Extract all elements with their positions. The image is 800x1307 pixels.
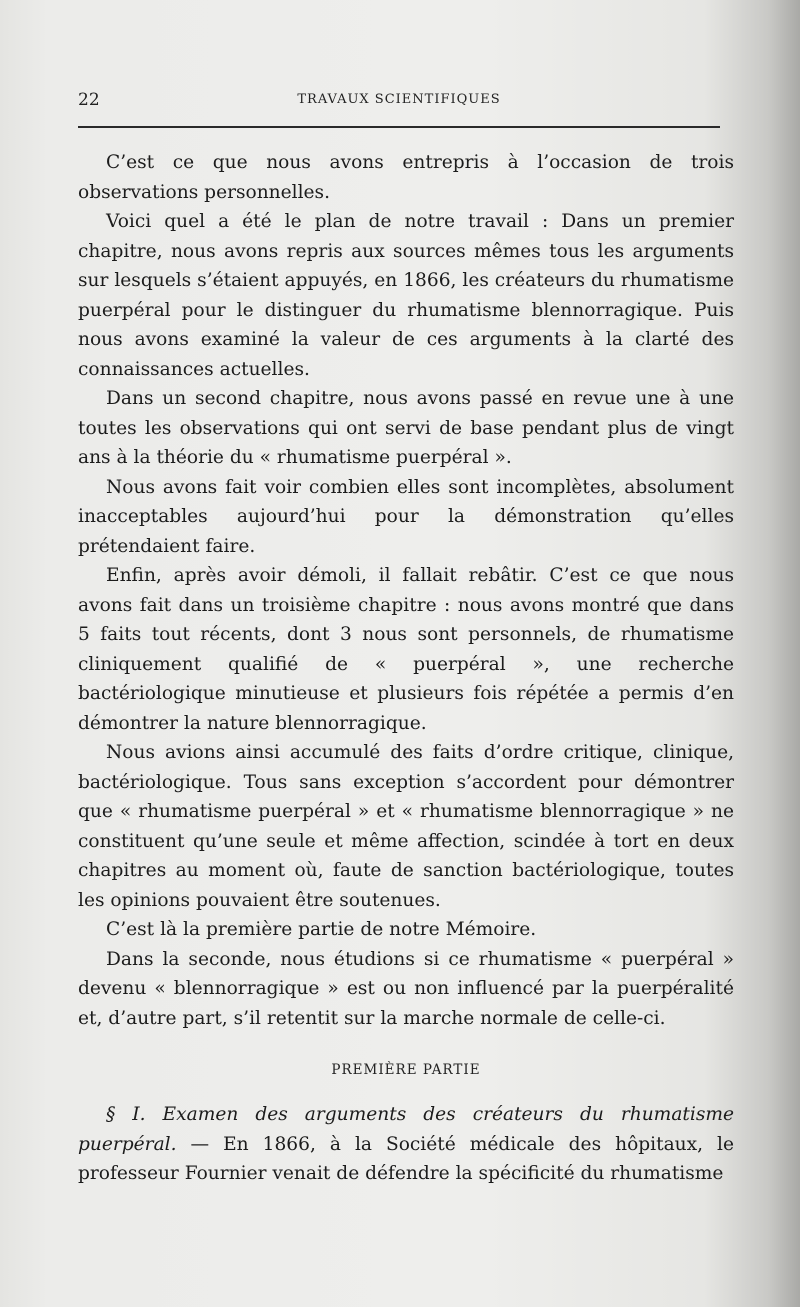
- page-number: 22: [78, 90, 100, 110]
- section-heading-label: § I. Examen des arguments des créateurs du rhumatisme puerpéral.: [78, 1104, 734, 1155]
- section-heading-text: — En 1866, à la Société médicale des hôpitaux, le professeur Fournier venait de défendre la spécificité du rhumatisme: [78, 1133, 734, 1184]
- page-header: [78, 90, 720, 112]
- running-title: TRAVAUX SCIENTIFIQUES: [297, 92, 501, 107]
- paragraph: Dans un second chapitre, nous avons passé en revue une à une toutes les observations qui ont servi de base pendant plus de vingt ans à la théorie du « rhumatisme puerpéral ».: [78, 388, 734, 468]
- paragraph: Enfin, après avoir démoli, il fallait rebâtir. C’est ce que nous avons fait dans un troisième chapitre : nous avons montré que dans 5 faits tout récents, dont 3 nous sont personnels, de rhumatisme cliniquement qualifié de « puerpéral », une recherche bactériologique minutieuse et plusieurs fois répétée a permis d’en démontrer la nature blennorragique.: [78, 565, 734, 734]
- section-title: PREMIÈRE PARTIE: [331, 1062, 481, 1078]
- paragraph: Nous avions ainsi accumulé des faits d’ordre critique, clinique, bactériologique. Tous sans exception s’accordent pour démontrer que « rhumatisme puerpéral » et « rhumatisme blennorragique » ne constituent qu’une seule et même affection, scindée à tort en deux chapitres au moment où, faute de sanction bactériologique, toutes les opinions pouvaient être soutenues.: [78, 742, 734, 911]
- paragraph: C’est là la première partie de notre Mémoire.: [106, 919, 537, 940]
- paragraph: Voici quel a été le plan de notre travail : Dans un premier chapitre, nous avons repris aux sources mêmes tous les arguments sur lesquels s’étaient appuyés, en 1866, les créateurs du rhumatisme puerpéral pour le distinguer du rhumatisme blennorragique. Puis nous avons examiné la valeur de ces arguments à la clarté des connaissances actuelles.: [78, 211, 734, 380]
- section-paragraph: [78, 1100, 734, 1189]
- paragraph: Dans la seconde, nous étudions si ce rhumatisme « puerpéral » devenu « blennorragique » est ou non influencé par la puerpéralité et, d’autre part, s’il retentit sur la marche normale de celle-ci.: [78, 948, 734, 1029]
- paragraph: C’est ce que nous avons entrepris à l’occasion de trois observations personnelles.: [78, 152, 734, 203]
- body-text: [78, 148, 734, 1033]
- section-body: [78, 1100, 734, 1189]
- header-rule: [78, 126, 720, 128]
- paragraph: Nous avons fait voir combien elles sont incomplètes, absolument inacceptables aujourd’hui pour la démonstration qu’elles prétendaient faire.: [78, 476, 734, 557]
